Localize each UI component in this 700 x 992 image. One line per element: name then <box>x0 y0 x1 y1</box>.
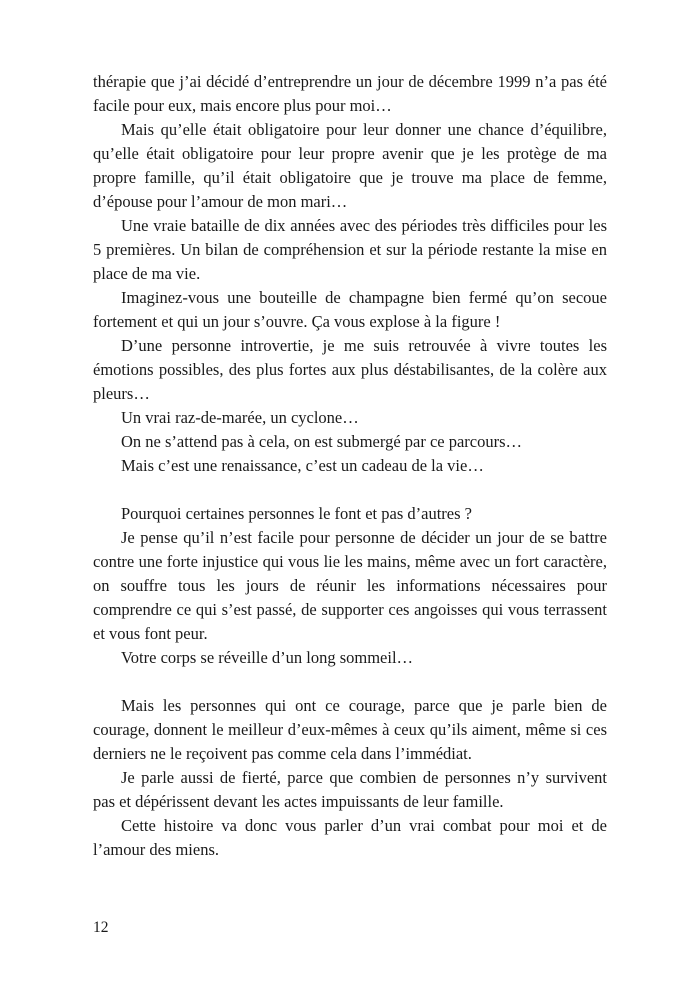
paragraph: thérapie que j’ai décidé d’entreprendre un jour de décembre 1999 n’a pas été facile pour eux, mais encore plus pour moi… <box>93 72 607 115</box>
paragraph: On ne s’attend pas à cela, on est submergé par ce parcours… <box>121 432 523 451</box>
paragraph: Mais c’est une renaissance, c’est un cadeau de la vie… <box>121 456 484 475</box>
page-number: 12 <box>93 919 109 936</box>
page-text-block <box>93 70 607 862</box>
paragraph: Je parle aussi de fierté, parce que combien de personnes n’y survivent pas et dépérissent devant les actes impuissants de leur famille. <box>93 768 607 811</box>
paragraph: Mais les personnes qui ont ce courage, parce que je parle bien de courage, donnent le meilleur d’eux-mêmes à ceux qu’ils aiment, même si ces derniers ne le reçoivent pas comme cela dans l’immédiat. <box>93 696 607 763</box>
paragraph: Je pense qu’il n’est facile pour personne de décider un jour de se battre contre une forte injustice qui vous lie les mains, même avec un fort caractère, on souffre tous les jours de réunir les informations nécessaires pour comprendre ce qui s’est passé, de supporter ces angoisses qui vous terrassent et vous font peur. <box>93 528 607 643</box>
paragraph: Une vraie bataille de dix années avec des périodes très difficiles pour les 5 premières. Un bilan de compréhension et sur la période restante la mise en place de ma vie. <box>93 216 607 283</box>
paragraph: Cette histoire va donc vous parler d’un vrai combat pour moi et de l’amour des miens. <box>93 816 607 859</box>
paragraph: Mais qu’elle était obligatoire pour leur donner une chance d’équilibre, qu’elle était obligatoire pour leur propre avenir que je les protège de ma propre famille, qu’il était obligatoire que je trouve ma place de femme, d’épouse pour l’amour de mon mari… <box>93 120 607 211</box>
paragraph: D’une personne introvertie, je me suis retrouvée à vivre toutes les émotions possibles, des plus fortes aux plus déstabilisantes, de la colère aux pleurs… <box>93 336 607 403</box>
paragraph: Votre corps se réveille d’un long sommeil… <box>121 648 414 667</box>
paragraph: Imaginez-vous une bouteille de champagne bien fermé qu’on secoue fortement et qui un jour s’ouvre. Ça vous explose à la figure ! <box>93 288 607 331</box>
paragraph: Pourquoi certaines personnes le font et pas d’autres ? <box>121 504 472 523</box>
paragraph: Un vrai raz-de-marée, un cyclone… <box>121 408 359 427</box>
